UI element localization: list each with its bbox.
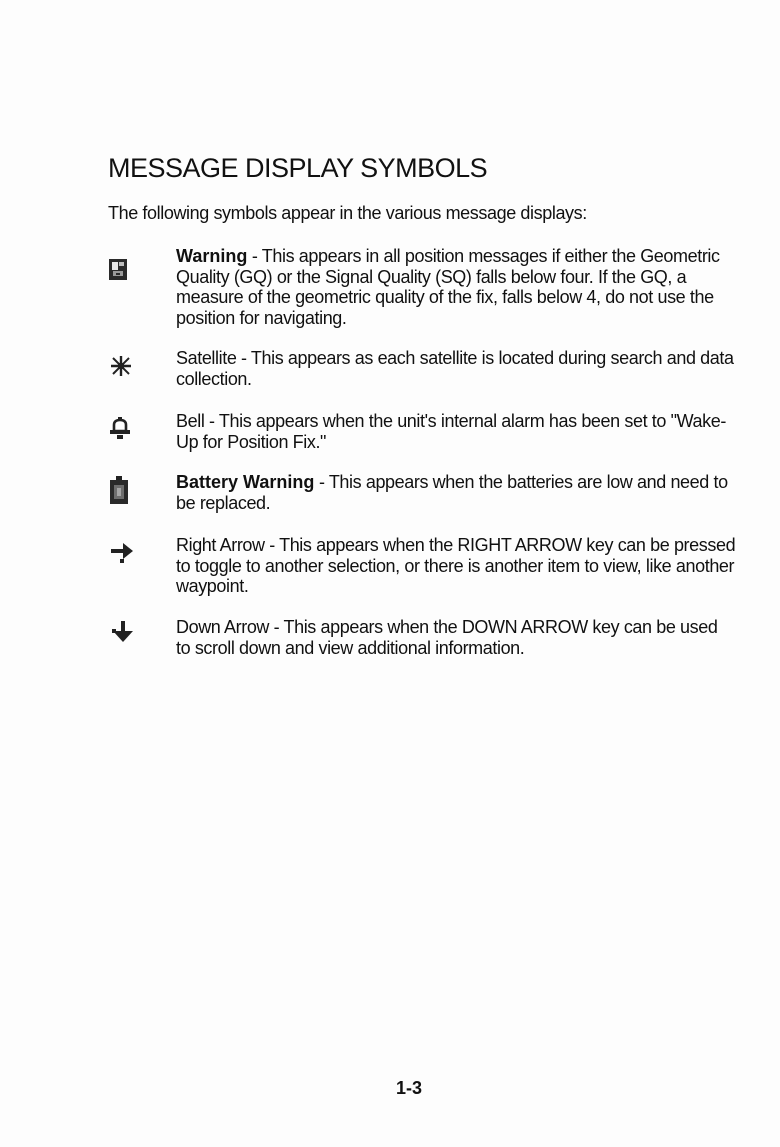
symbol-description [176,348,736,389]
symbol-description [176,472,736,513]
symbol-description [176,246,736,328]
symbol-text: - This appears when the batteries are low and need to be replaced. [176,472,728,513]
symbol-text: Down Arrow - This appears when the DOWN ARROW key can be used to scroll down and view additional information. [176,617,718,658]
intro-text: The following symbols appear in the various message displays: [108,203,587,223]
warning-icon [108,258,148,288]
right-arrow-icon [108,539,148,569]
page-title: MESSAGE DISPLAY SYMBOLS [108,153,488,183]
symbol-text: Right Arrow - This appears when the RIGHT ARROW key can be pressed to toggle to another selection, or there is another item to view, like another waypoint. [176,535,736,596]
battery-warning-icon [108,475,148,505]
symbol-text: Satellite - This appears as each satellite is located during search and data collection. [176,348,734,389]
symbol-description [176,617,736,658]
page-number: 1-3 [396,1078,423,1098]
bell-icon [108,416,148,446]
symbol-text: - This appears in all position messages if either the Geometric Quality (GQ) or the Signal Quality (SQ) falls below four. If the GQ, a measure of the geometric quality of the fix, falls below 4, do not use the position for navigating. [176,246,720,328]
symbol-description [176,535,736,597]
symbol-text: Bell - This appears when the unit's internal alarm has been set to "Wake-Up for Position Fix." [176,411,726,452]
satellite-icon [108,354,148,384]
down-arrow-icon [108,620,148,650]
symbol-description [176,411,736,452]
symbol-term: Warning [176,246,248,266]
symbol-term: Battery Warning [176,472,315,492]
